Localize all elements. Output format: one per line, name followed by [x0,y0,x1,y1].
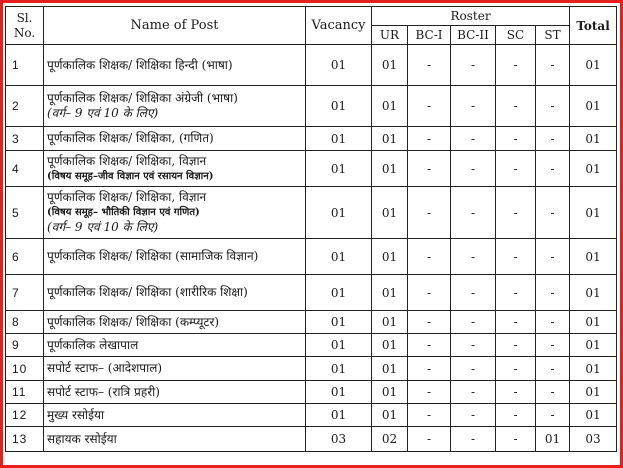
post-class-note: (वर्ग– 9 एवं 10 के लिए) [47,106,159,120]
cell-sl: 4 [6,151,44,187]
cell-total: 01 [570,187,617,239]
cell-bc1: - [408,357,451,381]
cell-ur: 01 [372,45,408,86]
cell-ur: 01 [372,381,408,404]
cell-bc1: - [408,45,451,86]
header-roster-bc2: BC-II [451,26,496,45]
table-row [6,187,617,239]
cell-bc1: - [408,151,451,187]
post-name: पूर्णकालिक शिक्षक/ शिक्षिका अंग्रेजी (भाषा) [47,91,238,105]
cell-sl: 1 [6,45,44,86]
cell-bc2: - [451,334,496,357]
header-roster-ur: UR [372,26,408,45]
cell-bc1: - [408,86,451,127]
cell-st: - [536,86,570,127]
cell-sl: 5 [6,187,44,239]
cell-st: - [536,404,570,427]
cell-post [44,187,306,239]
cell-st: - [536,187,570,239]
cell-post [44,311,306,334]
header-roster-bc1: BC-I [408,26,451,45]
cell-bc2: - [451,427,496,452]
cell-bc2: - [451,151,496,187]
cell-vacancy: 01 [306,275,372,311]
table-row [6,404,617,427]
cell-sl: 9 [6,334,44,357]
post-subject-group: (विषय समूह– भौतिकी विज्ञान एवं गणित) [47,207,200,218]
cell-vacancy: 03 [306,427,372,452]
post-name: पूर्णकालिक शिक्षक/ शिक्षिका (शारीरिक शिक्षा) [47,285,248,299]
cell-total: 01 [570,239,617,275]
cell-sl: 12 [6,404,44,427]
cell-sc: - [496,427,536,452]
cell-total: 01 [570,381,617,404]
cell-ur: 01 [372,86,408,127]
cell-vacancy: 01 [306,187,372,239]
table-row [6,127,617,151]
cell-bc2: - [451,187,496,239]
cell-bc2: - [451,357,496,381]
cell-post [44,127,306,151]
cell-bc1: - [408,127,451,151]
cell-vacancy: 01 [306,357,372,381]
cell-post [44,334,306,357]
cell-bc1: - [408,311,451,334]
header-sl: Sl. No. [6,7,44,45]
cell-post [44,45,306,86]
cell-sl: 3 [6,127,44,151]
cell-post [44,381,306,404]
cell-sl: 11 [6,381,44,404]
post-name: पूर्णकालिक शिक्षक/ शिक्षिका, विज्ञान [47,190,207,204]
cell-sl: 7 [6,275,44,311]
header-total: Total [570,7,617,45]
cell-sc: - [496,86,536,127]
cell-st: - [536,311,570,334]
table-row [6,381,617,404]
cell-st: - [536,151,570,187]
cell-bc2: - [451,381,496,404]
cell-total: 01 [570,151,617,187]
cell-total: 01 [570,311,617,334]
cell-total: 01 [570,86,617,127]
cell-vacancy: 01 [306,404,372,427]
cell-ur: 01 [372,357,408,381]
cell-sl: 8 [6,311,44,334]
cell-st: - [536,239,570,275]
cell-vacancy: 01 [306,334,372,357]
cell-bc1: - [408,187,451,239]
cell-st: 01 [536,427,570,452]
cell-post [44,151,306,187]
cell-vacancy: 01 [306,239,372,275]
vacancy-table [5,6,617,452]
cell-ur: 01 [372,311,408,334]
cell-bc2: - [451,404,496,427]
cell-sc: - [496,275,536,311]
cell-vacancy: 01 [306,45,372,86]
table-row [6,357,617,381]
post-name: पूर्णकालिक शिक्षक/ शिक्षिका, (गणित) [47,131,214,145]
cell-total: 01 [570,404,617,427]
table-row [6,45,617,86]
cell-sc: - [496,311,536,334]
cell-bc1: - [408,381,451,404]
header-vacancy: Vacancy [306,7,372,45]
cell-st: - [536,127,570,151]
table-row [6,427,617,452]
cell-sc: - [496,45,536,86]
cell-sc: - [496,404,536,427]
cell-sc: - [496,239,536,275]
header-roster-st: ST [536,26,570,45]
post-name: सपोर्ट स्टाफ– (रात्रि प्रहरी) [47,384,160,399]
cell-st: - [536,45,570,86]
cell-st: - [536,381,570,404]
cell-post [44,357,306,381]
cell-bc1: - [408,275,451,311]
table-body [6,45,617,452]
cell-post [44,239,306,275]
post-name: सपोर्ट स्टाफ– (आदेशपाल) [47,361,163,375]
cell-ur: 01 [372,151,408,187]
cell-sc: - [496,151,536,187]
cell-total: 01 [570,127,617,151]
cell-ur: 01 [372,275,408,311]
cell-sc: - [496,357,536,381]
cell-vacancy: 01 [306,311,372,334]
cell-total: 03 [570,427,617,452]
table-row [6,311,617,334]
table-row [6,239,617,275]
cell-vacancy: 01 [306,381,372,404]
cell-bc1: - [408,239,451,275]
cell-sl: 10 [6,357,44,381]
header-roster-sc: SC [496,26,536,45]
post-name: पूर्णकालिक शिक्षक/ शिक्षिका (कम्प्यूटर) [47,314,220,329]
cell-post [44,404,306,427]
cell-st: - [536,334,570,357]
table-row [6,334,617,357]
cell-st: - [536,275,570,311]
cell-sl: 2 [6,86,44,127]
post-name: पूर्णकालिक लेखापाल [47,337,139,352]
post-name: सहायक रसोईया [47,431,117,446]
cell-post [44,275,306,311]
cell-ur: 01 [372,334,408,357]
cell-post [44,427,306,452]
cell-sl: 13 [6,427,44,452]
post-subject-group: (विषय समूह–जीव विज्ञान एवं रसायन विज्ञान) [47,170,214,182]
post-class-note: (वर्ग– 9 एवं 10 के लिए) [47,220,159,234]
cell-sc: - [496,187,536,239]
cell-total: 01 [570,45,617,86]
cell-bc2: - [451,275,496,311]
cell-bc1: - [408,404,451,427]
cell-ur: 02 [372,427,408,452]
cell-vacancy: 01 [306,151,372,187]
cell-total: 01 [570,334,617,357]
cell-st: - [536,357,570,381]
cell-bc2: - [451,311,496,334]
cell-post [44,86,306,127]
cell-total: 01 [570,357,617,381]
header-roster: Roster [372,7,570,26]
cell-ur: 01 [372,404,408,427]
post-name: पूर्णकालिक शिक्षक/ शिक्षिका, विज्ञान [47,153,207,168]
cell-ur: 01 [372,187,408,239]
cell-sc: - [496,334,536,357]
table-row [6,151,617,187]
cell-ur: 01 [372,239,408,275]
cell-total: 01 [570,275,617,311]
cell-bc2: - [451,127,496,151]
header-name-of-post: Name of Post [44,7,306,45]
cell-ur: 01 [372,127,408,151]
cell-bc2: - [451,86,496,127]
table-row [6,275,617,311]
cell-bc1: - [408,427,451,452]
post-name: मुख्य रसोईया [47,407,105,422]
cell-sc: - [496,381,536,404]
cell-bc1: - [408,334,451,357]
cell-bc2: - [451,45,496,86]
post-name: पूर्णकालिक शिक्षक/ शिक्षिका (सामाजिक विज्ञान) [47,249,259,263]
cell-bc2: - [451,239,496,275]
cell-sc: - [496,127,536,151]
cell-vacancy: 01 [306,127,372,151]
table-row [6,86,617,127]
cell-vacancy: 01 [306,86,372,127]
post-name: पूर्णकालिक शिक्षक/ शिक्षिका हिन्दी (भाषा) [47,57,233,72]
cell-sl: 6 [6,239,44,275]
